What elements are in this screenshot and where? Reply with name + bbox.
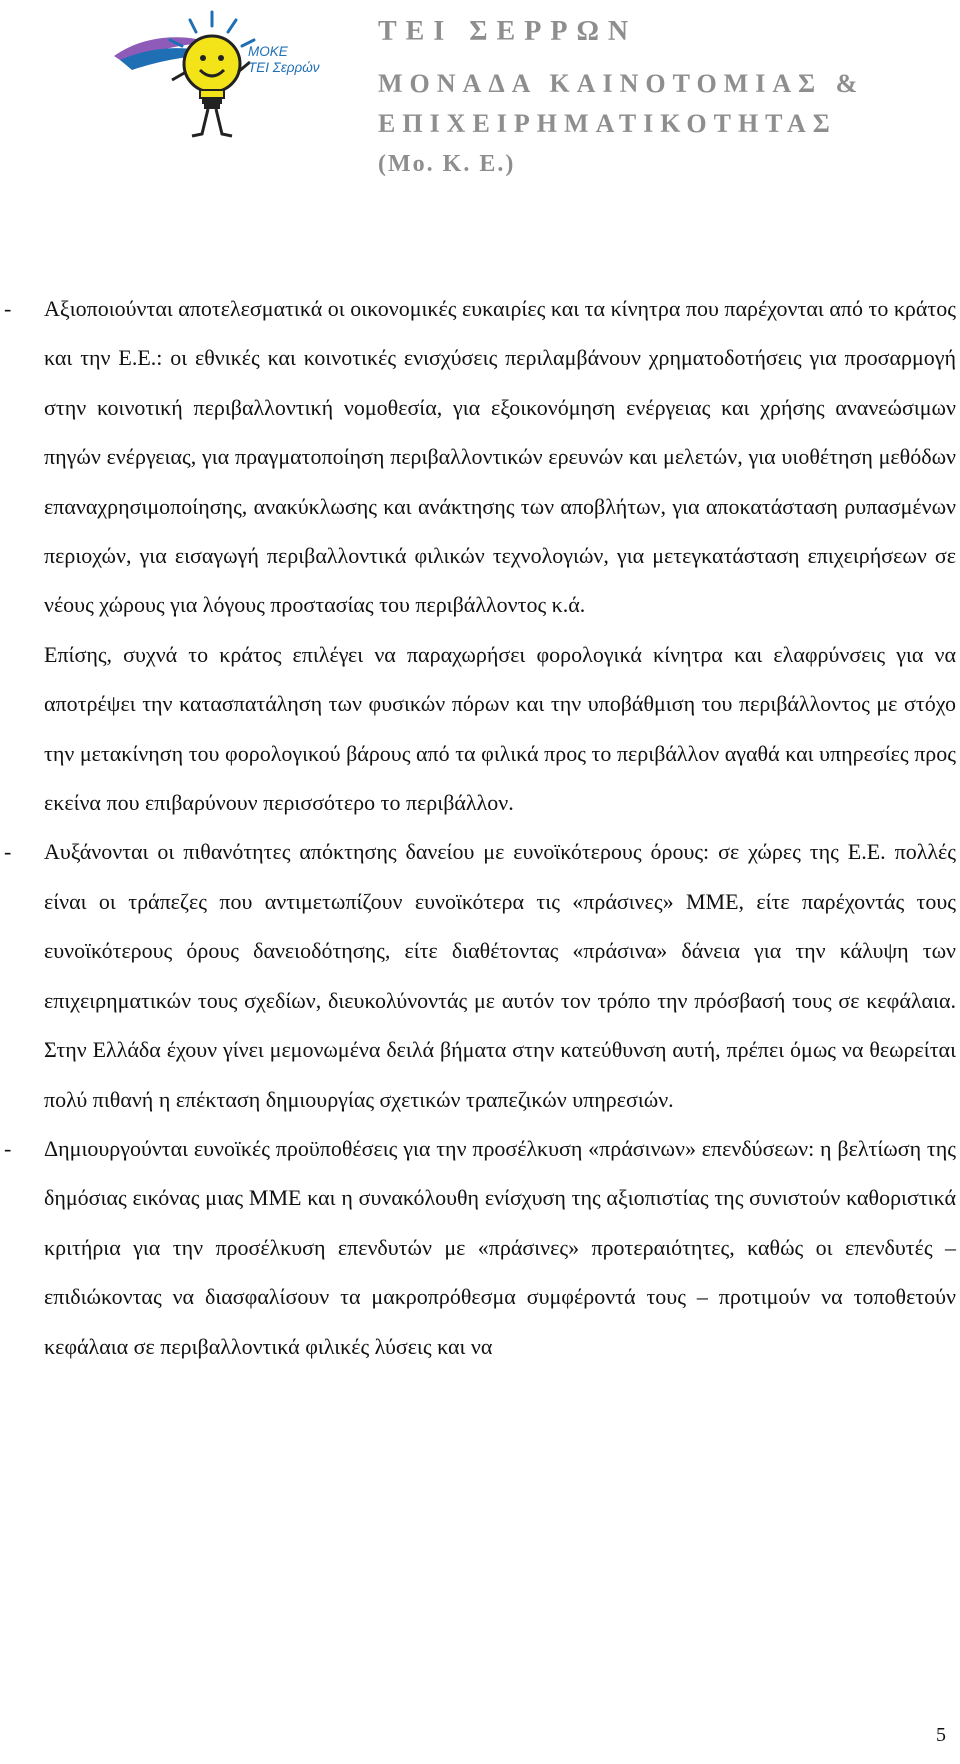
logo-caption — [248, 44, 320, 76]
org-line-2: ΕΠΙΧΕΙΡΗΜΑΤΙΚΟΤΗΤΑΣ — [378, 109, 837, 138]
bullet-dash: - — [4, 839, 12, 865]
paragraph: Δημιουργούνται ευνοϊκές προϋποθέσεις για την προσέλκυση «πράσινων» επενδύσεων: η βελτίωση της δημόσιας εικόνας μιας ΜΜΕ και η συνακόλουθη ενίσχυση της αξιοπιστίας της συνιστούν καθοριστικά κριτήρια για την προσέλκυση επενδυτών με «πράσινες» προτεραιότητες, καθώς οι επενδυτές – επιδιώκοντας να διασφαλίσουν τα μακροπρόθεσμα συμφέροντά τους – προτιμούν να τοποθετούν κεφάλαια σε περιβαλλοντικά φιλικές λύσεις και να — [44, 1135, 956, 1359]
org-abbreviation: (Μο. Κ. Ε.) — [378, 151, 516, 177]
page-header — [0, 0, 960, 200]
bullet-item — [4, 284, 956, 827]
paragraph-continuation: Επίσης, συχνά το κράτος επιλέγει να παραχωρήσει φορολογικά κίνητρα και ελαφρύνσεις για να αποτρέψει την κατασπατάληση των φυσικών πόρων και την υποβάθμιση του περιβάλλοντος με στόχο την μετακίνηση του φορολογικού βάρους από τα φιλικά προς το περιβάλλον αγαθά και υπηρεσίες προς εκείνα που επιβαρύνουν περισσότερο το περιβάλλον. — [44, 641, 956, 816]
org-line-1: ΜΟΝΑΔΑ ΚΑΙΝΟΤΟΜΙΑΣ & — [378, 69, 865, 98]
org-title: ΤΕΙ ΣΕΡΡΩΝ — [378, 16, 638, 47]
bullet-item — [4, 827, 956, 1123]
paragraph: Αυξάνονται οι πιθανότητες απόκτησης δανείου με ευνοϊκότερους όρους: σε χώρες της Ε.Ε. πολλές είναι οι τράπεζες που αντιμετωπίζουν ευνοϊκότερα τις «πράσινες» ΜΜΕ, είτε παρέχοντάς τους ευνοϊκότερους όρους δανειοδότησης, είτε διαθέτοντας «πράσινα» δάνεια για την κάλυψη των επιχειρηματικών τους σχεδίων, διευκολύνοντάς με αυτόν τον τρόπο την πρόσβασή τους σε κεφάλαια. Στην Ελλάδα έχουν γίνει μεμονωμένα δειλά βήματα στην κατεύθυνση αυτή, πρέπει όμως να θεωρείται πολύ πιθανή η επέκταση δημιουργίας σχετικών τραπεζικών υπηρεσιών. — [44, 839, 956, 1112]
document-body — [4, 284, 956, 1371]
logo-caption-line2: ΤΕΙ Σερρών — [248, 60, 320, 75]
logo-caption-line1: ΜΟΚΕ — [248, 44, 288, 59]
organization-name — [378, 14, 864, 180]
bullet-item — [4, 1124, 956, 1371]
bullet-dash: - — [4, 296, 12, 321]
paragraph: Αξιοποιούνται αποτελεσματικά οι οικονομικές ευκαιρίες και τα κίνητρα που παρέχονται από το κράτος και την Ε.Ε.: οι εθνικές και κοινοτικές ενισχύσεις περιλαμβάνουν χρηματοδοτήσεις για προσαρμογή στην κοινοτική περιβαλλοντική νομοθεσία, για εξοικονόμηση ενέργειας και χρήσης ανανεώσιμων πηγών ενέργειας, για πραγματοποίηση περιβαλλοντικών ερευνών και μελετών, για υιοθέτηση μεθόδων επαναχρησιμοποίησης, ανακύκλωσης και ανάκτησης των αποβλήτων, για αποκατάσταση ρυπασμένων περιοχών, για εισαγωγή περιβαλλοντικά φιλικών τεχνολογιών, για μετεγκατάσταση επιχειρήσεων σε νέους χώρους για λόγους προστασίας του περιβάλλοντος κ.ά. — [44, 296, 956, 618]
bullet-dash: - — [4, 1135, 12, 1161]
page-number: 5 — [936, 1724, 946, 1746]
